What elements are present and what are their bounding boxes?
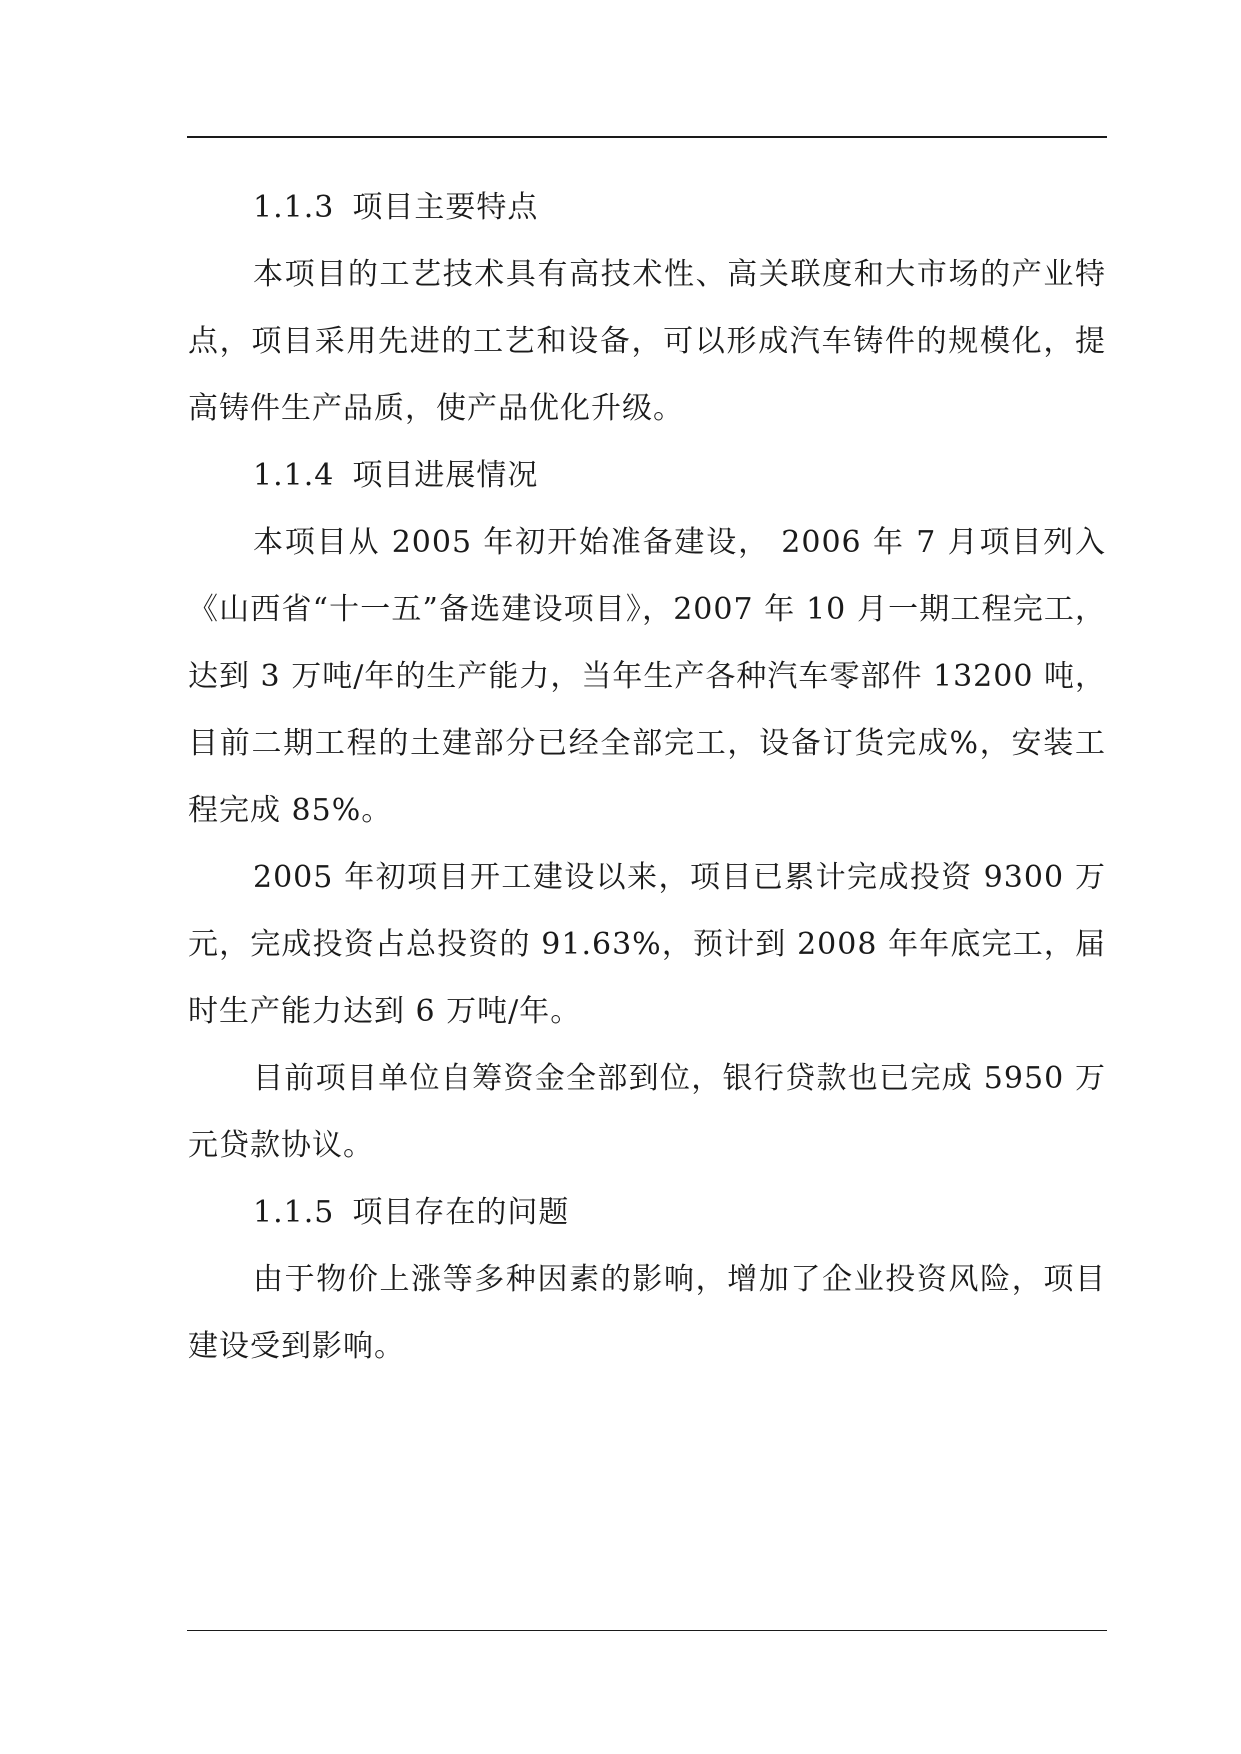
section-heading xyxy=(188,1179,1106,1246)
section-number: 1.1.4 xyxy=(253,458,335,493)
header-rule xyxy=(187,136,1107,138)
section-title: 项目主要特点 xyxy=(352,190,539,225)
section-1-1-5 xyxy=(188,1179,1106,1380)
footer-rule xyxy=(187,1630,1107,1631)
paragraph: 目前项目单位自筹资金全部到位，银行贷款也已完成 5950 万元贷款协议。 xyxy=(188,1061,1106,1163)
section-heading xyxy=(188,442,1106,509)
section-1-1-3 xyxy=(188,174,1106,442)
paragraph: 本项目从 2005 年初开始准备建设， 2006 年 7 月项目列入《山西省“十一五”备选建设项目》，2007 年 10 月一期工程完工，达到 3 万吨/年的生产能力，当年生产各种汽车零部件 13200 吨，目前二期工程的土建部分已经全部完工，设备订货完成%，安装工程完成 85%。 xyxy=(188,525,1106,828)
section-title: 项目存在的问题 xyxy=(352,1195,570,1230)
paragraph: 2005 年初项目开工建设以来，项目已累计完成投资 9300 万元，完成投资占总投资的 91.63%，预计到 2008 年年底完工，届时生产能力达到 6 万吨/年。 xyxy=(188,860,1106,1029)
paragraph: 由于物价上涨等多种因素的影响，增加了企业投资风险，项目建设受到影响。 xyxy=(188,1262,1106,1364)
paragraph: 本项目的工艺技术具有高技术性、高关联度和大市场的产业特点，项目采用先进的工艺和设备，可以形成汽车铸件的规模化，提高铸件生产品质，使产品优化升级。 xyxy=(188,257,1106,426)
section-heading xyxy=(188,174,1106,241)
section-number: 1.1.3 xyxy=(253,190,335,225)
document-body xyxy=(188,174,1106,1380)
section-number: 1.1.5 xyxy=(253,1195,335,1230)
section-1-1-4 xyxy=(188,442,1106,1179)
section-title: 项目进展情况 xyxy=(352,458,539,493)
